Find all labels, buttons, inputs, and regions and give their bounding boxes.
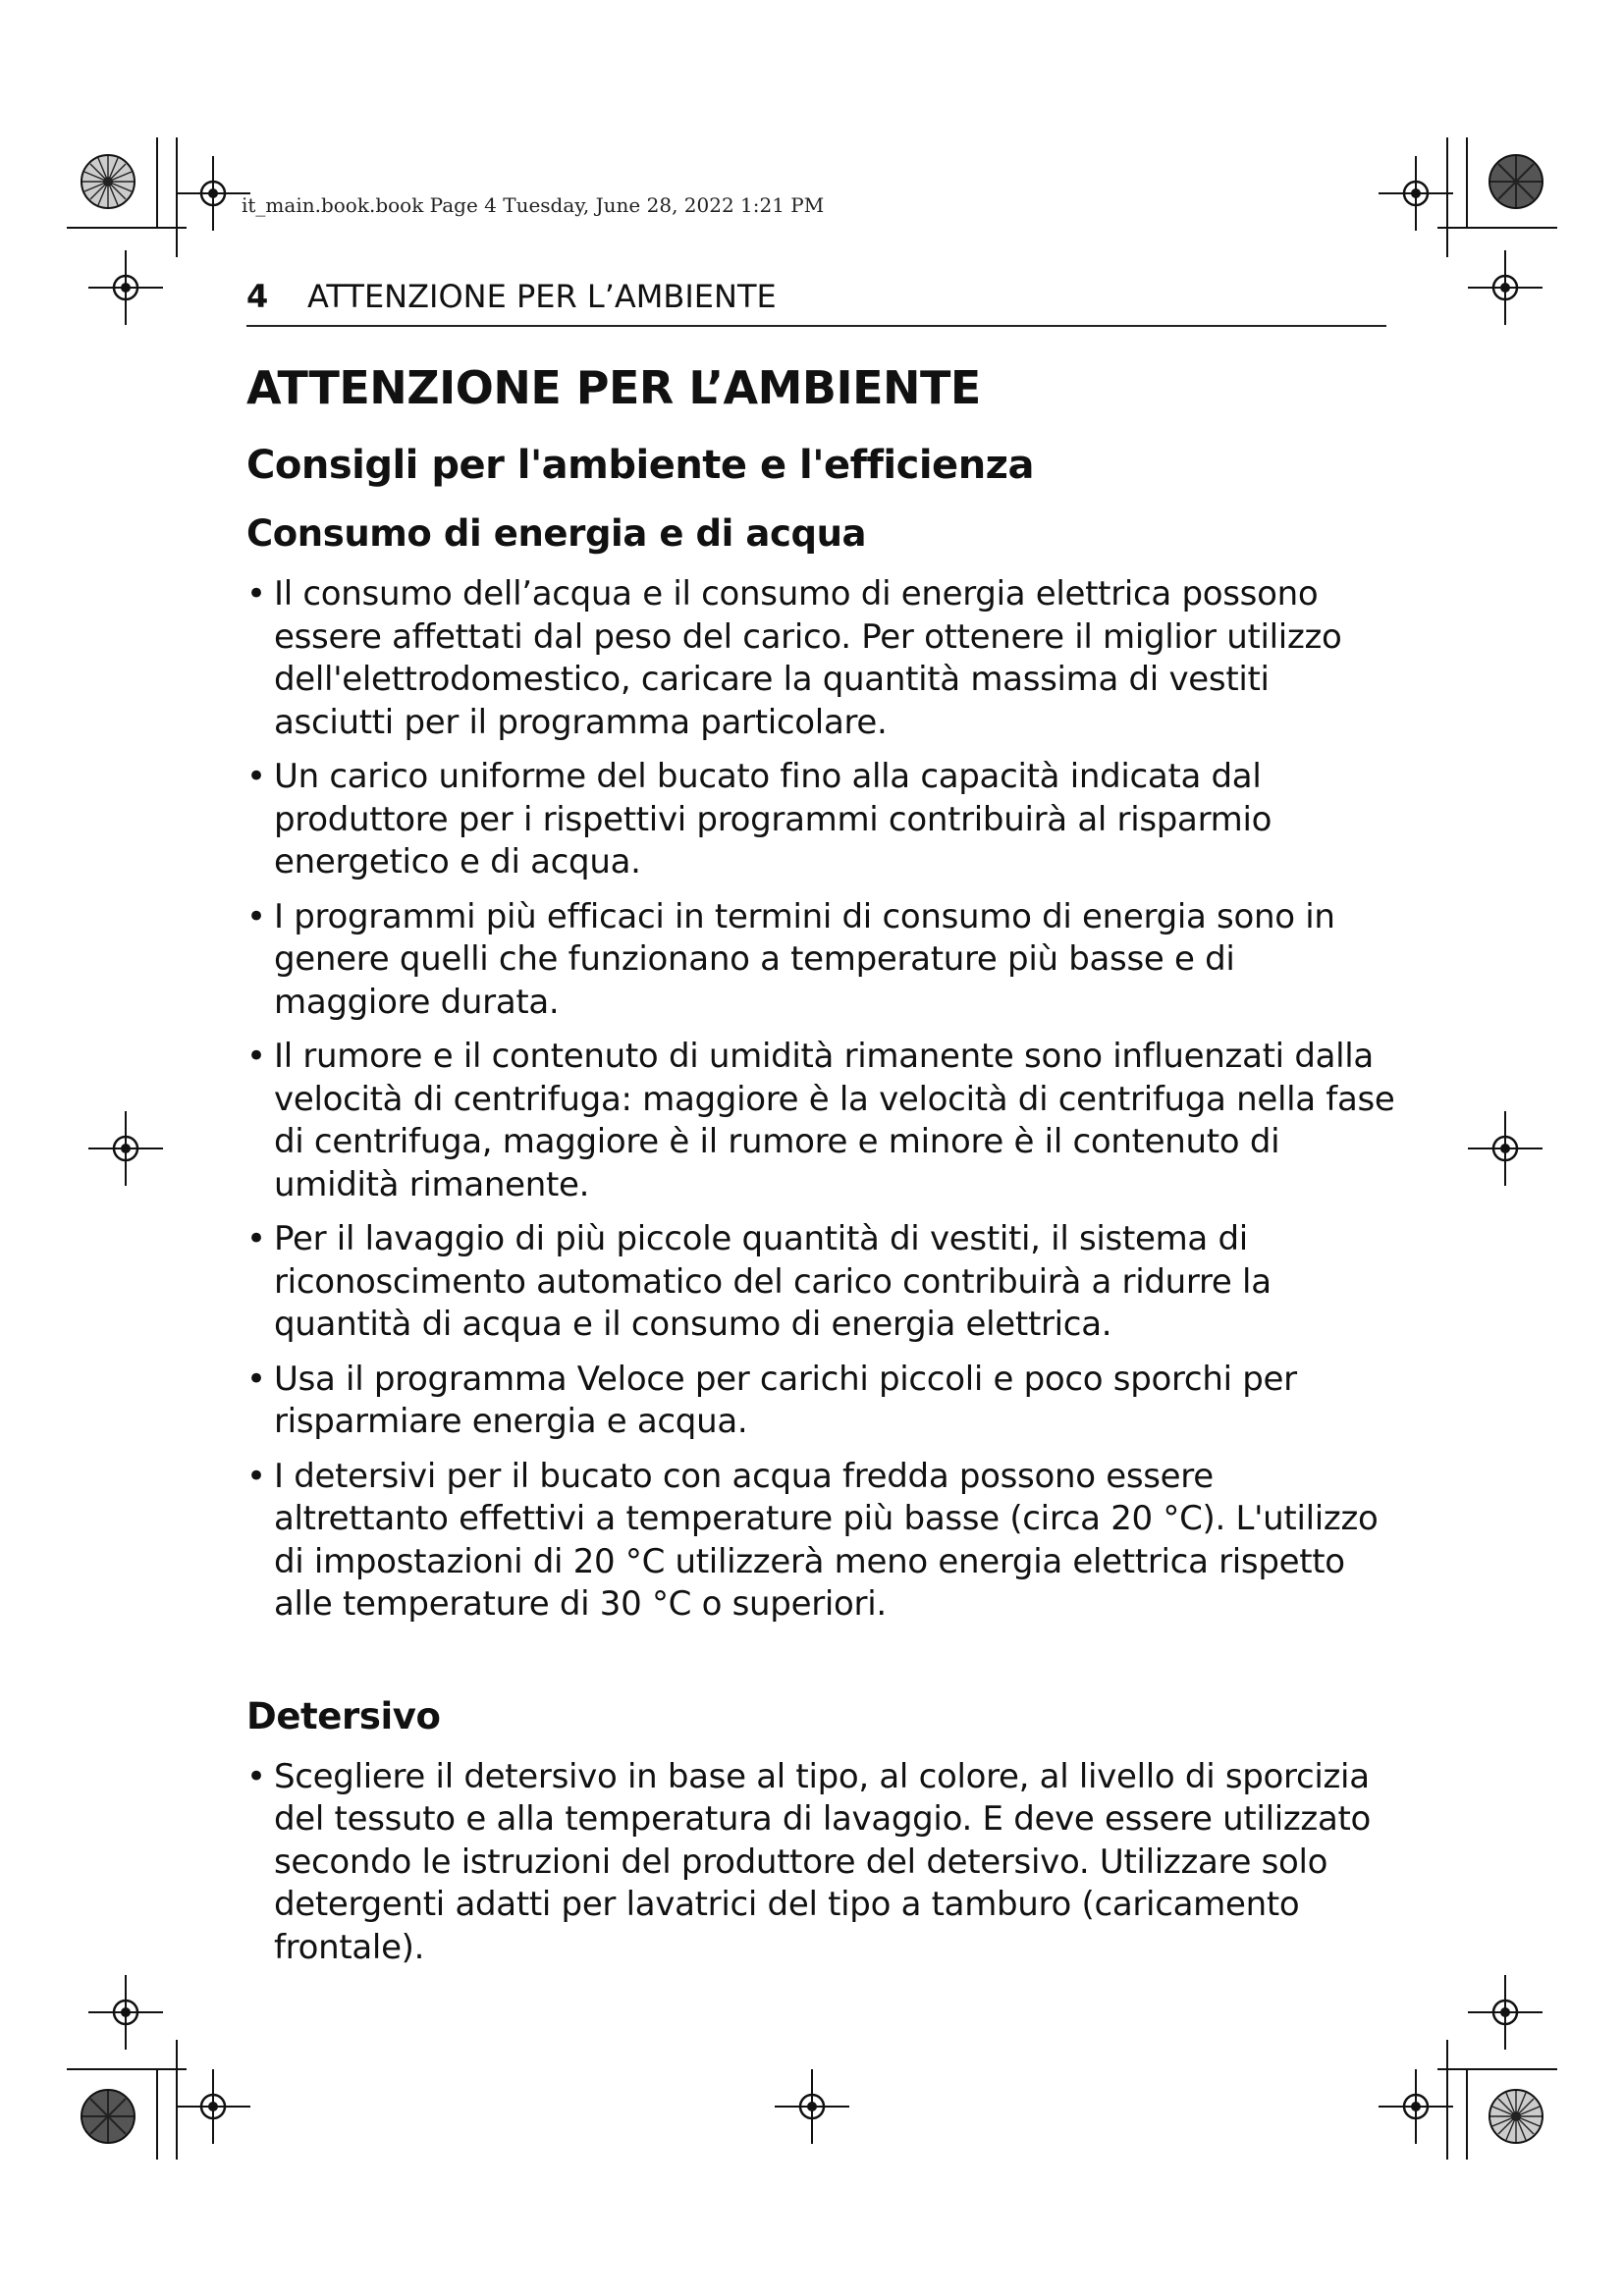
list-item: • Per il lavaggio di più piccole quantità di vestiti, il sistema di riconoscimento automatico del carico contribuirà a ridurre la quantità di acqua e il consumo di energia elettrica. [246,1218,1395,1347]
page-content [246,353,1395,1969]
section-heading-energy: Consumo di energia e di acqua [246,512,867,555]
registration-mark-icon [1468,250,1543,325]
detergent-bullet-list [246,1756,1395,1970]
section-heading-detergent: Detersivo [246,1694,441,1737]
rosette-mark-icon [1489,155,1543,208]
registration-mark-icon [88,1111,163,1186]
energy-bullet-list [246,573,1395,1627]
list-item: • I detersivi per il bucato con acqua fredda possono essere altrettanto effettivi a temperature più basse (circa 20 °C). L'utilizzo di impostazioni di 20 °C utilizzerà meno energia elettrica rispetto alle temperature di 30 °C o superiori. [246,1456,1395,1627]
page-number: 4 [246,278,269,315]
list-item: • Il rumore e il contenuto di umidità rimanente sono influenzati dalla velocità di centrifuga: maggiore è la velocità di centrifuga nella fase di centrifuga, maggiore è il rumore e minore è il contenuto di umidità rimanente. [246,1036,1395,1206]
page-title: ATTENZIONE PER L’AMBIENTE [246,361,981,414]
registration-mark-icon [1468,1975,1543,2050]
registration-mark-icon [176,156,250,231]
running-head-title: ATTENZIONE PER L’AMBIENTE [307,278,777,315]
list-item: • Un carico uniforme del bucato fino alla capacità indicata dal produttore per i rispettivi programmi contribuirà al risparmio energetico e di acqua. [246,756,1395,884]
list-item: • Usa il programma Veloce per carichi piccoli e poco sporchi per risparmiare energia e acqua. [246,1359,1395,1444]
registration-mark-icon [88,1975,163,2050]
print-slug: it_main.book.book Page 4 Tuesday, June 28, 2022 1:21 PM [242,193,825,217]
list-item: • I programmi più efficaci in termini di consumo di energia sono in genere quelli che funzionano a temperature più basse e di maggiore durata. [246,896,1395,1025]
registration-mark-icon [176,2069,250,2144]
header-divider [246,325,1386,327]
registration-mark-icon [775,2069,849,2144]
registration-mark-icon [88,250,163,325]
rosette-mark-icon [81,155,135,208]
rosette-mark-icon [81,2090,135,2143]
registration-mark-icon [1379,156,1453,231]
rosette-mark-icon [1489,2090,1543,2143]
list-item: • Scegliere il detersivo in base al tipo, al colore, al livello di sporcizia del tessuto e alla temperatura di lavaggio. E deve essere utilizzato secondo le istruzioni del produttore del detersivo. Utilizzare solo detergenti adatti per lavatrici del tipo a tamburo (caricamento frontale). [246,1756,1395,1970]
running-head [246,278,1385,315]
registration-mark-icon [1379,2069,1453,2144]
section-title: Consigli per l'ambiente e l'efficienza [246,443,1034,488]
registration-mark-icon [1468,1111,1543,1186]
list-item: • Il consumo dell’acqua e il consumo di energia elettrica possono essere affettati dal peso del carico. Per ottenere il miglior utilizzo dell'elettrodomestico, caricare la quantità massima di vestiti asciutti per il programma particolare. [246,573,1395,744]
